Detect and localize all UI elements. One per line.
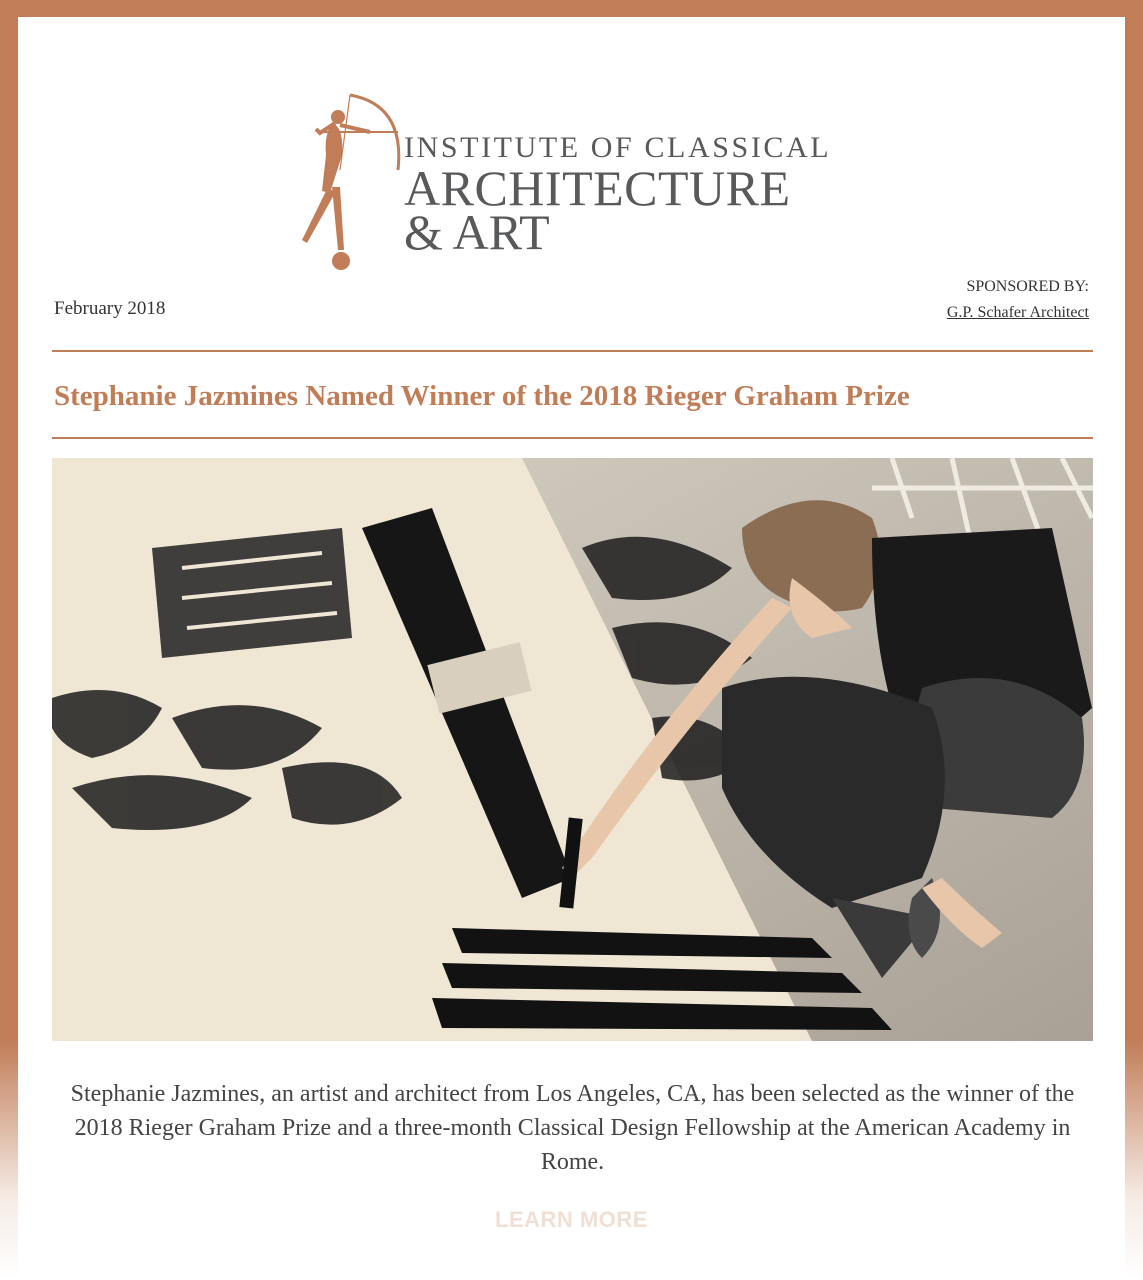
archer-emblem-icon	[280, 75, 410, 275]
newsletter-card	[18, 17, 1125, 1280]
sponsor-block	[947, 274, 1089, 326]
sponsor-link[interactable]: G.P. Schafer Architect	[946, 304, 1089, 321]
divider-top	[52, 350, 1093, 352]
article-body: Stephanie Jazmines, an artist and architect from Los Angeles, CA, has been selected as the winner of the 2018 Rieger Graham Prize and a three-month Classical Design Fellowship at the American Academy in Rome.	[70, 1081, 1075, 1175]
institute-wordmark	[404, 131, 832, 260]
divider-bottom	[52, 437, 1093, 439]
hero-photo[interactable]	[52, 458, 1093, 1041]
learn-more-button[interactable]: LEARN MORE	[495, 1207, 648, 1232]
logo-line-2: ARCHITECTURE	[404, 160, 791, 216]
learn-more-container	[18, 1207, 1125, 1233]
article-headline[interactable]: Stephanie Jazmines Named Winner of the 2018 Rieger Graham Prize	[54, 380, 910, 412]
sponsor-label: SPONSORED BY:	[966, 278, 1089, 295]
issue-date: February 2018	[54, 298, 166, 319]
artist-drawing-photo	[52, 458, 1093, 1041]
logo-line-1: INSTITUTE OF CLASSICAL	[404, 131, 832, 164]
logo-line-3: & ART	[404, 204, 550, 260]
institute-logo[interactable]	[280, 75, 880, 275]
